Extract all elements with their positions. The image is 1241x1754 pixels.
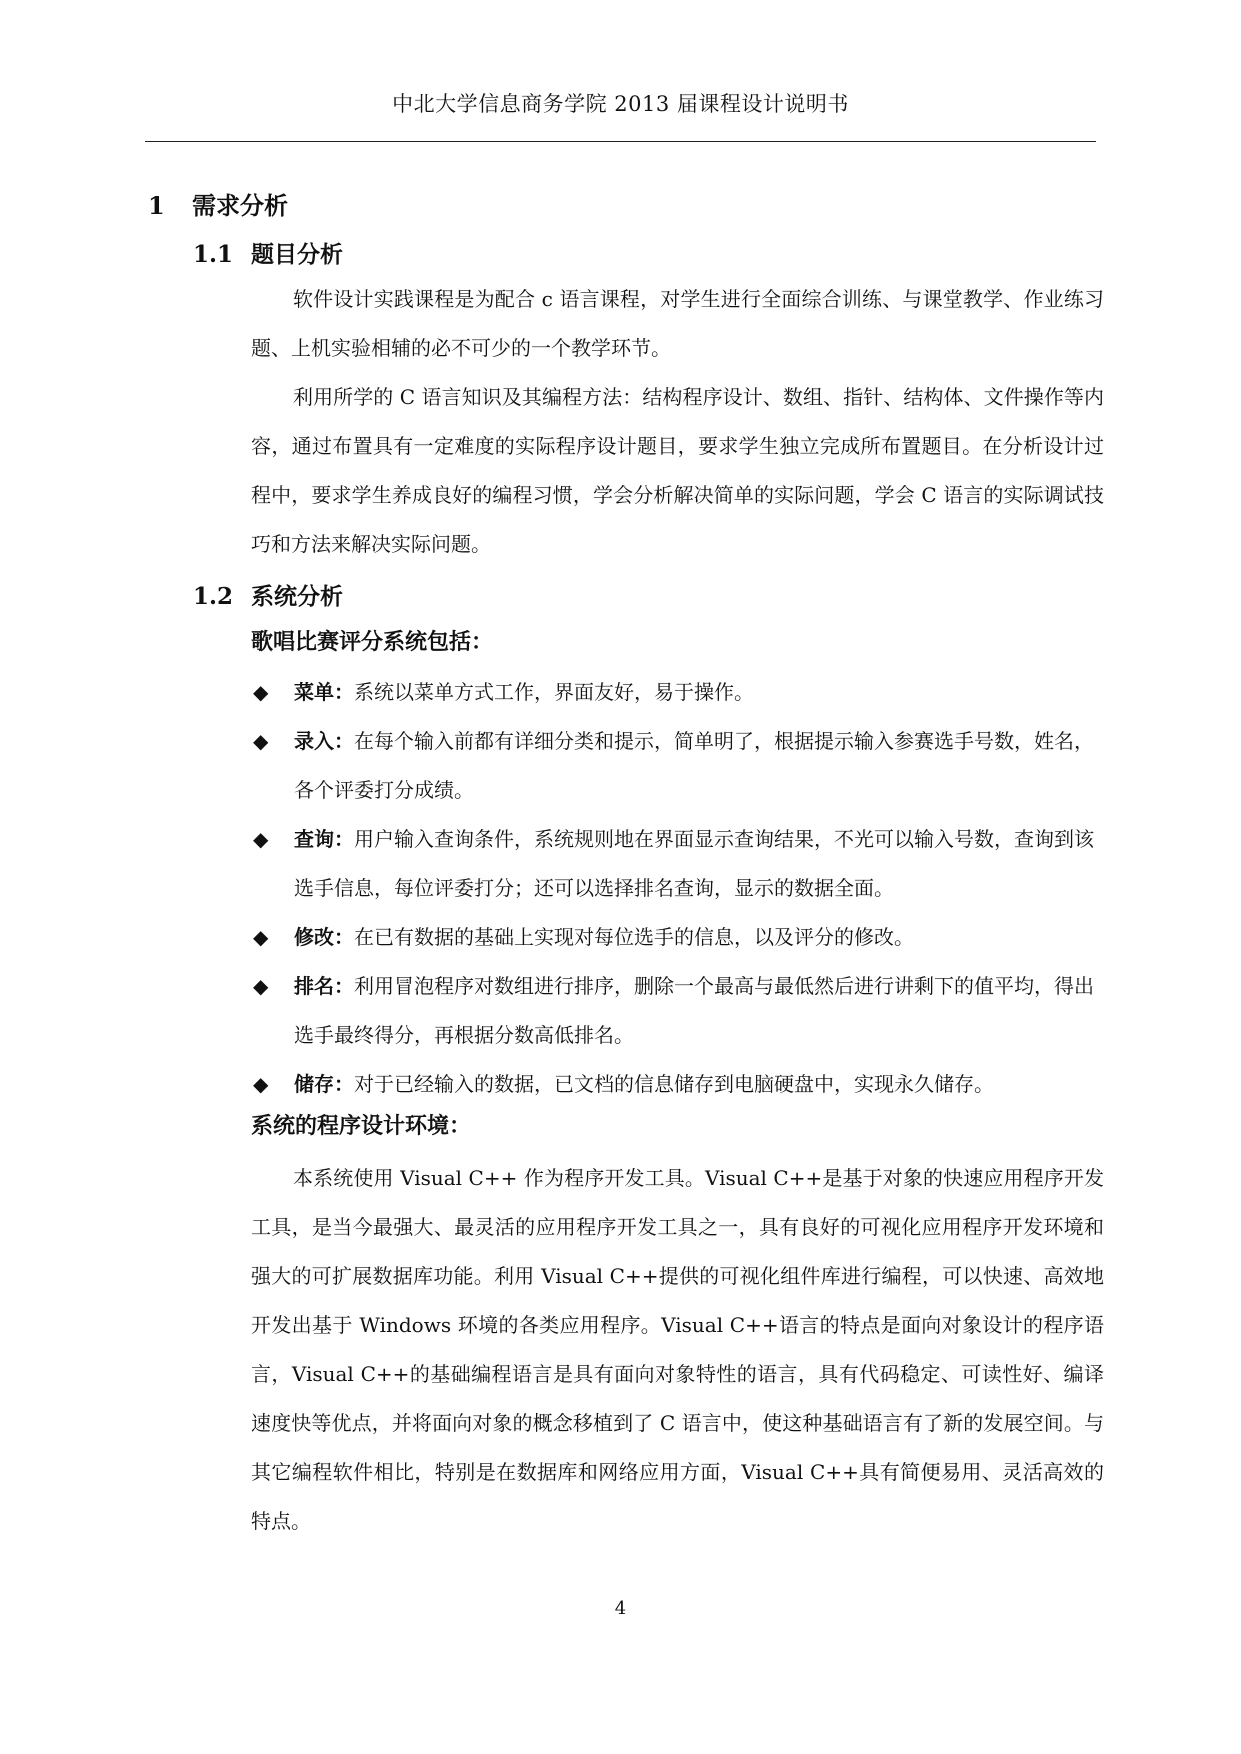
topic-analysis-paragraph-1: 软件设计实践课程是为配合 c 语言课程，对学生进行全面综合训练、与课堂教学、作业练习题、上机实验相辅的必不可少的一个教学环节。 <box>251 287 1104 360</box>
feature-term: 储存： <box>294 1072 354 1096</box>
diamond-bullet-icon: ◆ <box>253 1072 269 1096</box>
section-1-2-number: 1.2 <box>193 583 234 610</box>
feature-term: 查询： <box>294 827 354 851</box>
environment-heading: 系统的程序设计环境： <box>251 1113 472 1139</box>
feature-term: 菜单： <box>294 680 354 704</box>
diamond-bullet-icon: ◆ <box>253 680 269 704</box>
diamond-bullet-icon: ◆ <box>253 729 269 753</box>
section-1-number: 1 <box>148 191 165 220</box>
section-1-2-heading <box>193 578 343 611</box>
environment-paragraph: 本系统使用 Visual C++ 作为程序开发工具。Visual C++是基于对象的快速应用程序开发工具，是当今最强大、最灵活的应用程序开发工具之一，具有良好的可视化应用程序开发环境和强大的可扩展数据库功能。利用 Visual C++提供的可视化组件库进行编程，可以快速、高效地开发出基于 Windows 环境的各类应用程序。Visual C++语言的特点是面向对象设计的程序语言，Visual C++的基础编程语言是具有面向对象特性的语言，具有代码稳定、可读性好、编译速度快等优点，并将面向对象的概念移植到了 C 语言中，使这种基础语言有了新的发展空间。与其它编程软件相比，特别是在数据库和网络应用方面，Visual C++具有简便易用、灵活高效的特点。 <box>251 1166 1104 1533</box>
header-divider <box>145 141 1096 142</box>
features-heading: 歌唱比赛评分系统包括： <box>251 629 494 655</box>
section-1-1-number: 1.1 <box>193 241 234 268</box>
section-1-2-title: 系统分析 <box>251 583 343 610</box>
section-1-1-title: 题目分析 <box>251 241 343 268</box>
feature-text: 用户输入查询条件，系统规则地在界面显示查询结果，不光可以输入号数，查询到该选手信息，每位评委打分；还可以选择排名查询，显示的数据全面。 <box>294 827 1094 900</box>
diamond-bullet-icon: ◆ <box>253 974 269 998</box>
feature-item-ranking <box>251 962 1104 1060</box>
feature-term: 排名： <box>294 974 354 998</box>
feature-term: 录入： <box>294 729 354 753</box>
section-1-1-heading <box>193 236 343 269</box>
section-1-title: 需求分析 <box>192 191 288 220</box>
section-1-heading <box>148 186 288 221</box>
feature-text: 对于已经输入的数据，已文档的信息储存到电脑硬盘中，实现永久储存。 <box>354 1072 994 1096</box>
feature-list <box>251 668 1104 1109</box>
feature-text: 在每个输入前都有详细分类和提示，简单明了，根据提示输入参赛选手号数，姓名，各个评委打分成绩。 <box>294 729 1094 802</box>
topic-analysis-paragraph-2: 利用所学的 C 语言知识及其编程方法：结构程序设计、数组、指针、结构体、文件操作等内容，通过布置具有一定难度的实际程序设计题目，要求学生独立完成所布置题目。在分析设计过程中，要求学生养成良好的编程习惯，学会分析解决简单的实际问题，学会 C 语言的实际调试技巧和方法来解决实际问题。 <box>251 385 1104 556</box>
feature-item-input <box>251 717 1104 815</box>
feature-item-modify <box>251 913 1104 962</box>
feature-term: 修改： <box>294 925 354 949</box>
feature-text: 利用冒泡程序对数组进行排序，删除一个最高与最低然后进行讲剩下的值平均，得出选手最终得分，再根据分数高低排名。 <box>294 974 1094 1047</box>
feature-item-menu <box>251 668 1104 717</box>
page-number: 4 <box>614 1598 627 1619</box>
feature-item-storage <box>251 1060 1104 1109</box>
diamond-bullet-icon: ◆ <box>253 925 269 949</box>
feature-text: 在已有数据的基础上实现对每位选手的信息，以及评分的修改。 <box>354 925 914 949</box>
page-header: 中北大学信息商务学院 2013 届课程设计说明书 <box>392 92 849 116</box>
feature-text: 系统以菜单方式工作，界面友好，易于操作。 <box>354 680 754 704</box>
diamond-bullet-icon: ◆ <box>253 827 269 851</box>
feature-item-query <box>251 815 1104 913</box>
